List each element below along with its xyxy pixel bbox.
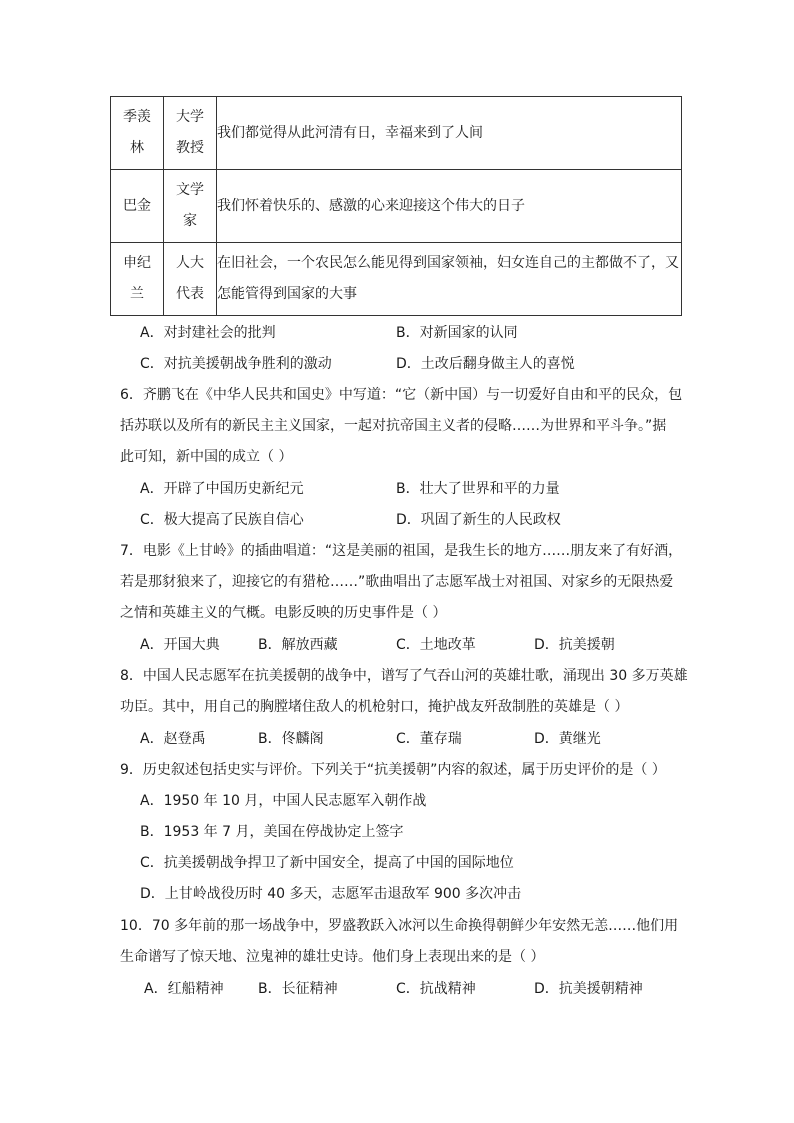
q6-options-row2 — [140, 505, 680, 536]
q5-option-b[interactable]: B．对新国家的认同 — [396, 325, 518, 341]
q6-option-c[interactable]: C．极大提高了民族自信心 — [140, 512, 304, 528]
q10-option-a[interactable]: A．红船精神 — [144, 981, 224, 997]
q8-option-c[interactable]: C．董存瑞 — [396, 731, 462, 747]
q8-option-d[interactable]: D．黄继光 — [534, 731, 601, 747]
person-role: 大学教授 — [176, 109, 204, 156]
q7-option-b[interactable]: B．解放西藏 — [258, 637, 338, 653]
q9-option-b[interactable]: B．1953 年 7 月，美国在停战协定上签字 — [140, 824, 404, 840]
person-name: 巴金 — [123, 197, 151, 214]
table-row — [111, 243, 682, 316]
q10-option-b[interactable]: B．长征精神 — [258, 981, 338, 997]
person-role: 文学家 — [176, 182, 204, 229]
q5-option-c[interactable]: C．对抗美援朝战争胜利的激动 — [140, 356, 332, 372]
person-quote: 我们都觉得从此河清有日，幸福来到了人间 — [217, 97, 682, 170]
table-row — [111, 97, 682, 170]
q5-options-row2 — [140, 349, 680, 380]
q10-option-d[interactable]: D．抗美援朝精神 — [534, 981, 643, 997]
person-name: 季羡林 — [123, 109, 151, 156]
q6-option-d[interactable]: D．巩固了新生的人民政权 — [396, 512, 561, 528]
table-row — [111, 170, 682, 243]
q8-options-row — [140, 724, 680, 755]
q6-stem-line1: 6．齐鹏飞在《中华人民共和国史》中写道：“它（新中国）与一切爱好自由和平的民众，包 — [120, 387, 683, 403]
person-quote: 在旧社会，一个农民怎么能见得到国家领袖，妇女连自己的主都做不了，又怎能管得到国家的大事 — [217, 243, 682, 316]
q7-option-d[interactable]: D．抗美援朝 — [534, 637, 615, 653]
q8-stem-line2: 功臣。其中，用自己的胸膛堵住敌人的机枪射口，掩护战友歼敌制胜的英雄是（ ） — [120, 699, 629, 715]
q5-option-a[interactable]: A．对封建社会的批判 — [140, 325, 276, 341]
q6-stem-line2: 括苏联以及所有的新民主主义国家，一起对抗帝国主义者的侵略……为世界和平斗争。”据 — [120, 418, 667, 434]
q7-option-c[interactable]: C．土地改革 — [396, 637, 476, 653]
q7-options-row — [140, 630, 680, 661]
q9-option-c[interactable]: C．抗美援朝战争捍卫了新中国安全，提高了中国的国际地位 — [140, 855, 514, 871]
q9-option-d[interactable]: D．上甘岭战役历时 40 多天，志愿军击退敌军 900 多次冲击 — [140, 886, 522, 902]
q7-stem-line3: 之情和英雄主义的气概。电影反映的历史事件是（ ） — [120, 605, 447, 621]
q9-option-a[interactable]: A．1950 年 10 月，中国人民志愿军入朝作战 — [140, 793, 427, 809]
q7-stem-line2: 若是那豺狼来了，迎接它的有猎枪……”歌曲唱出了志愿军战士对祖国、对家乡的无限热爱 — [120, 574, 674, 590]
q10-option-c[interactable]: C．抗战精神 — [396, 981, 476, 997]
person-quote: 我们怀着快乐的、感激的心来迎接这个伟大的日子 — [217, 170, 682, 243]
q5-option-d[interactable]: D．土改后翻身做主人的喜悦 — [396, 356, 575, 372]
q8-stem-line1: 8．中国人民志愿军在抗美援朝的战争中，谱写了气吞山河的英雄壮歌，涌现出 30 多万英雄 — [120, 668, 688, 684]
q6-stem-line3: 此可知，新中国的成立（ ） — [120, 449, 293, 465]
person-name: 申纪兰 — [123, 255, 151, 302]
q6-option-a[interactable]: A．开辟了中国历史新纪元 — [140, 481, 304, 497]
q10-stem-line1: 10．70 多年前的那一场战争中，罗盛教跃入冰河以生命换得朝鲜少年安然无恙……他们用 — [120, 918, 679, 934]
quotes-table — [110, 96, 682, 316]
q10-options-row — [140, 974, 680, 1005]
q8-option-b[interactable]: B．佟麟阁 — [258, 731, 324, 747]
q6-option-b[interactable]: B．壮大了世界和平的力量 — [396, 481, 560, 497]
q9-stem-line1: 9．历史叙述包括史实与评价。下列关于“抗美援朝”内容的叙述，属于历史评价的是（ ） — [120, 762, 666, 778]
q7-option-a[interactable]: A．开国大典 — [140, 637, 220, 653]
q7-stem-line1: 7．电影《上甘岭》的插曲唱道：“这是美丽的祖国，是我生长的地方……朋友来了有好酒， — [120, 543, 683, 559]
q8-option-a[interactable]: A．赵登禹 — [140, 731, 206, 747]
q10-stem-line2: 生命谱写了惊天地、泣鬼神的雄壮史诗。他们身上表现出来的是（ ） — [120, 949, 545, 965]
q6-options-row1 — [140, 474, 680, 505]
q5-options-row1 — [140, 318, 680, 349]
person-role: 人大代表 — [176, 255, 204, 302]
